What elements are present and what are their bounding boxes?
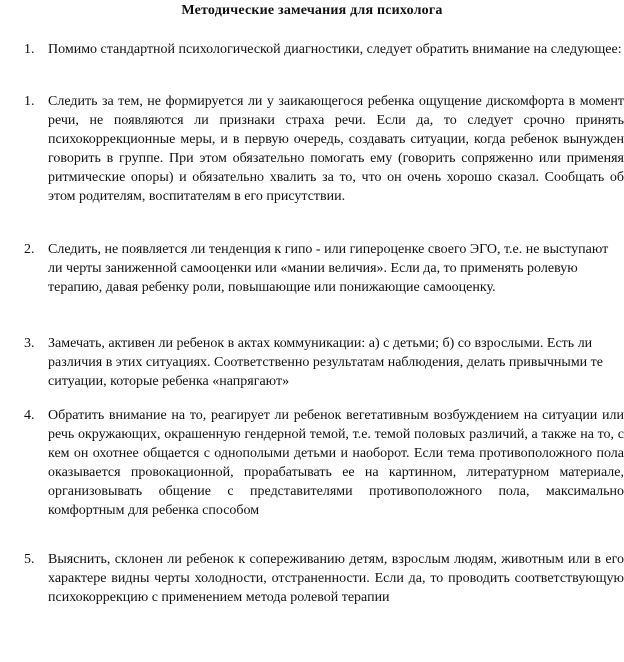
list-item-text: Следить за тем, не формируется ли у заикающегося ребенка ощущение дискомфорта в момент речи, не появляются ли признаки страха речи. Если да, то следует срочно принять психокоррекционные меры, и в первую очередь, создавать ситуации, когда ребенок вынужден говорить в группе. При этом обязательно помогать ему (говорить сопряженно или применяя ритмические опоры) и обязательно хвалить за то, что он очень хорошо сказал. Сообщать об этом родителям, воспитателям в его присутствии. [48,94,624,204]
list-item-number: 2. [24,242,35,257]
list-item-text: Замечать, активен ли ребенок в актах коммуникации: а) с детьми; б) со взрослыми. Есть ли различия в этих ситуациях. Соответственно результатам наблюдения, делать привычными те ситуации, которые ребенка «напрягают» [48,336,604,389]
list-item-number: 3. [24,336,35,351]
list-item-number: 1. [24,94,35,109]
list-item-number: 1. [24,42,35,57]
list-item-text: Выяснить, склонен ли ребенок к сопереживанию детям, взрослым людям, животным или в его характере видны черты холодности, отстраненности. Если да, то проводить соответствующую психокоррекцию с применением метода ролевой терапии [48,552,624,605]
document-title: Методические замечания для психолога [181,3,443,18]
list-item-text: Следить, не появляется ли тенденция к гипо - или гипероценке своего ЭГО, т.е. не выступают ли черты заниженной самооценки или «мании величия». Если да, то применять ролевую терапию, давая ребенку роли, повышающие или понижающие самооценку. [48,242,609,295]
list-item-text: Помимо стандартной психологической диагностики, следует обратить внимание на следующее: [48,42,622,57]
list-item-number: 5. [24,552,35,567]
list-item-number: 4. [24,408,35,423]
list-item-text: Обратить внимание на то, реагирует ли ребенок вегетативным возбуждением на ситуации или речь окружающих, окрашенную гендерной темой, т.е. темой половых различий, а также на то, с кем он охотнее общается с однополыми детьми и наоборот. Если тема противоположного пола оказывается провокационной, прорабатывать ее на картинном, литературном материале, организовывать общение с представителями противоположного пола, максимально комфортным для ребенка способом [48,408,624,518]
